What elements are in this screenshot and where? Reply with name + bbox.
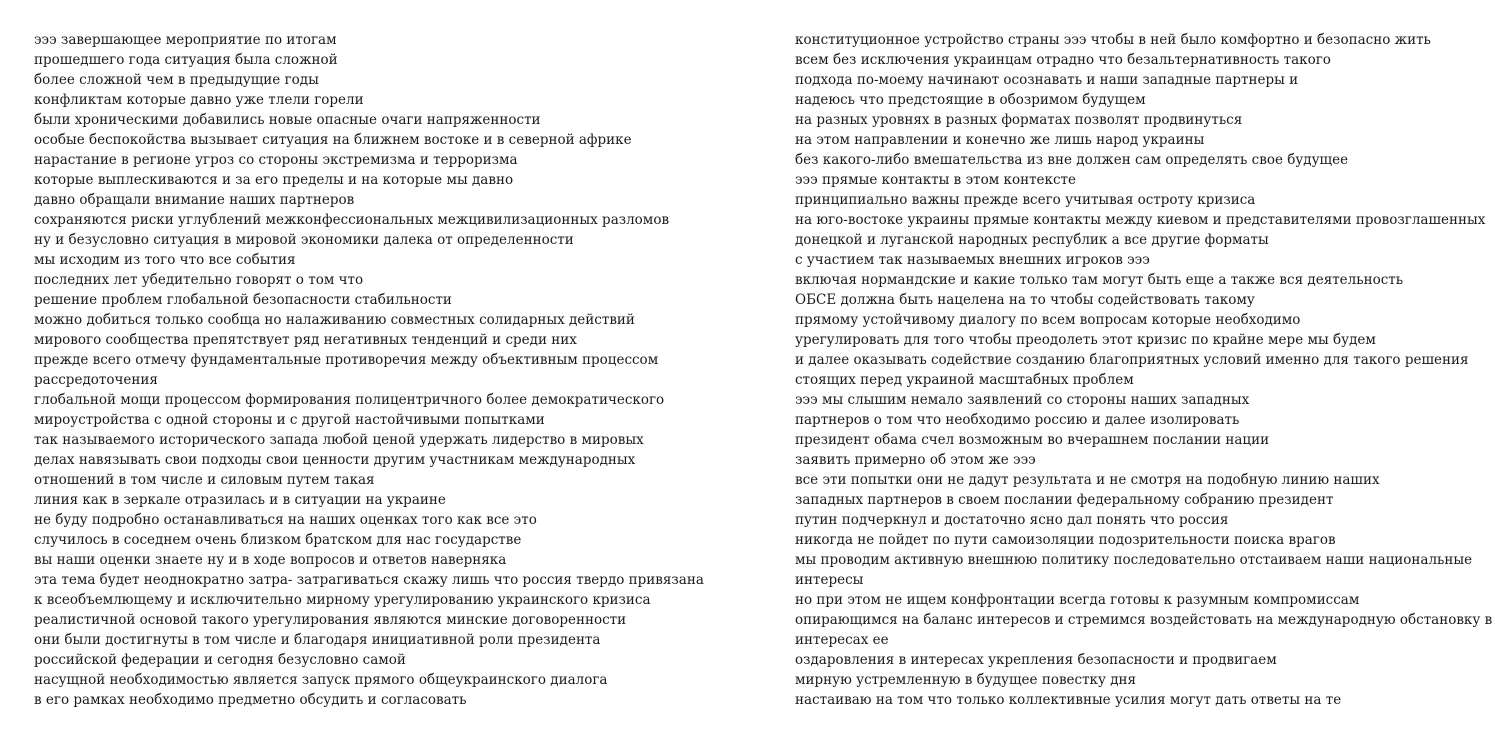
transcript-line: без какого-либо вмешательства из вне должен сам определять свое будущее: [795, 152, 1349, 168]
transcript-line: на юго-востоке украины прямые контакты между киевом и представителями провозглашенных: [795, 212, 1486, 228]
transcript-line: насущной необходимостью является запуск прямого общеукраинского диалога: [34, 672, 608, 688]
transcript-line: которые выплескиваются и за его пределы и на которые мы давно: [34, 172, 514, 188]
transcript-line: давно обращали внимание наших партнеров: [34, 192, 355, 208]
transcript-line: сохраняются риски углублений межконфессиональных межцивилизационных разломов: [34, 212, 670, 228]
transcript-line: интересы: [795, 572, 864, 588]
transcript-line: конфликтам которые давно уже тлели горели: [34, 92, 364, 108]
transcript-line: можно добиться только сообща но налаживанию совместных солидарных действий: [34, 312, 635, 328]
transcript-line: вы наши оценки знаете ну и в ходе вопросов и ответов наверняка: [34, 552, 507, 568]
transcript-line: мироустройства с одной стороны и с другой настойчивыми попытками: [34, 412, 545, 428]
transcript-line: в его рамках необходимо предметно обсудить и согласовать: [34, 692, 467, 708]
transcript-left-column: [34, 30, 734, 710]
transcript-line: интересах ее: [795, 632, 889, 648]
transcript-line: никогда не пойдет по пути самоизоляции подозрительности поиска врагов: [795, 532, 1336, 548]
transcript-line: эээ завершающее мероприятие по итогам: [34, 32, 337, 48]
transcript-line: мирную устремленную в будущее повестку дня: [795, 672, 1137, 688]
transcript-line: западных партнеров в своем послании федеральному собранию президент: [795, 492, 1334, 508]
transcript-line: на этом направлении и конечно же лишь народ украины: [795, 132, 1205, 148]
transcript-line: были хроническими добавились новые опасные очаги напряженности: [34, 112, 541, 128]
transcript-line: принципиально важны прежде всего учитывая остроту кризиса: [795, 192, 1256, 208]
transcript-line: и далее оказывать содействие созданию благоприятных условий именно для такого решения: [795, 352, 1469, 368]
transcript-line: опирающимся на баланс интересов и стремимся воздейстовать на международную обстановку в: [795, 612, 1493, 628]
transcript-line: делах навязывать свои подходы свои ценности другим участникам международных: [34, 452, 636, 468]
transcript-line: эта тема будет неоднократно затра- затрагиваться скажу лишь что россия твердо привязана: [34, 572, 704, 588]
transcript-line: так называемого исторического запада любой ценой удержать лидерство в мировых: [34, 432, 644, 448]
transcript-line: на разных уровнях в разных форматах позволят продвинуться: [795, 112, 1243, 128]
transcript-line: стоящих перед украиной масштабных проблем: [795, 372, 1134, 388]
transcript-line: все эти попытки они не дадут результата и не смотря на подобную линию наших: [795, 472, 1380, 488]
transcript-line: более сложной чем в предыдущие годы: [34, 72, 319, 88]
transcript-line: прошедшего года ситуация была сложной: [34, 52, 338, 68]
transcript-line: настаиваю на том что только коллективные усилия могут дать ответы на те: [795, 692, 1342, 708]
transcript-right-column: [795, 30, 1493, 710]
transcript-line: подхода по-моему начинают осознавать и наши западные партнеры и: [795, 72, 1299, 88]
transcript-line: надеюсь что предстоящие в обозримом будущем: [795, 92, 1146, 108]
transcript-line: но при этом не ищем конфронтации всегда готовы к разумным компромиссам: [795, 592, 1360, 608]
transcript-line: ОБСЕ должна быть нацелена на то чтобы содействовать такому: [795, 292, 1255, 308]
transcript-line: не буду подробно останавливаться на наших оценках того как все это: [34, 512, 537, 528]
transcript-line: случилось в соседнем очень близком братском для нас государстве: [34, 532, 522, 548]
transcript-line: прямому устойчивому диалогу по всем вопросам которые необходимо: [795, 312, 1301, 328]
transcript-line: они были достигнуты в том числе и благодаря инициативной роли президента: [34, 632, 601, 648]
transcript-line: ну и безусловно ситуация в мировой экономики далека от определенности: [34, 232, 574, 248]
transcript-line: к всеобъемлющему и исключительно мирному урегулированию украинского кризиса: [34, 592, 651, 608]
transcript-line: отношений в том числе и силовым путем такая: [34, 472, 375, 488]
transcript-line: эээ прямые контакты в этом контексте: [795, 172, 1076, 188]
transcript-line: глобальной мощи процессом формирования полицентричного более демократического: [34, 392, 665, 408]
transcript-line: включая нормандские и какие только там могут быть еще а также вся деятельность: [795, 272, 1404, 288]
transcript-line: российской федерации и сегодня безусловно самой: [34, 652, 406, 668]
transcript-line: решение проблем глобальной безопасности стабильности: [34, 292, 452, 308]
transcript-line: эээ мы слышим немало заявлений со стороны наших западных: [795, 392, 1250, 408]
transcript-line: с участием так называемых внешних игроков эээ: [795, 252, 1150, 268]
transcript-line: последних лет убедительно говорят о том что: [34, 272, 364, 288]
transcript-line: особые беспокойства вызывает ситуация на ближнем востоке и в северной африке: [34, 132, 632, 148]
transcript-line: мы исходим из того что все события: [34, 252, 296, 268]
transcript-line: заявить примерно об этом же эээ: [795, 452, 1036, 468]
transcript-line: конституционное устройство страны эээ чтобы в ней было комфортно и безопасно жить: [795, 32, 1431, 48]
transcript-line: линия как в зеркале отразилась и в ситуации на украине: [34, 492, 446, 508]
transcript-line: нарастание в регионе угроз со стороны экстремизма и терроризма: [34, 152, 518, 168]
transcript-line: донецкой и луганской народных республик а все другие форматы: [795, 232, 1269, 248]
transcript-line: мы проводим активную внешнюю политику последовательно отстаиваем наши национальные: [795, 552, 1473, 568]
transcript-line: мирового сообщества препятствует ряд негативных тенденций и среди них: [34, 332, 577, 348]
transcript-line: партнеров о том что необходимо россию и далее изолировать: [795, 412, 1240, 428]
transcript-line: урегулировать для того чтобы преодолеть этот кризис по крайне мере мы будем: [795, 332, 1376, 348]
transcript-line: рассредоточения: [34, 372, 158, 388]
transcript-line: путин подчеркнул и достаточно ясно дал понять что россия: [795, 512, 1229, 528]
transcript-line: всем без исключения украинцам отрадно что безальтернативность такого: [795, 52, 1331, 68]
transcript-line: прежде всего отмечу фундаментальные противоречия между объективным процессом: [34, 352, 659, 368]
transcript-line: реалистичной основой такого урегулирования являются минские договоренности: [34, 612, 627, 628]
transcript-line: президент обама счел возможным во вчерашнем послании нации: [795, 432, 1270, 448]
transcript-line: оздаровления в интересах укрепления безопасности и продвигаем: [795, 652, 1277, 668]
